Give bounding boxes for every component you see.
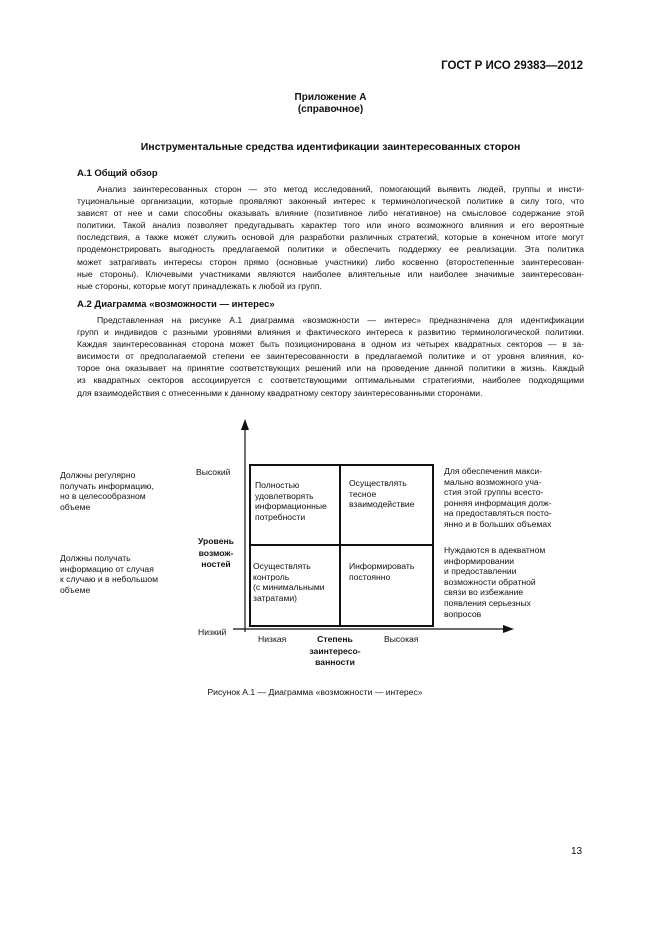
- note-line: вопросов: [444, 608, 482, 619]
- text-line: групп и индивидов с разными уровнями влияния и фактического интереса к развитию терминологической политики.: [77, 327, 584, 338]
- y-axis-high-label: Высокий: [196, 467, 231, 477]
- left-note-high: [60, 470, 190, 512]
- axis-title-line: заинтересо-: [309, 645, 361, 656]
- axis-title-line: Степень: [317, 634, 353, 644]
- section-a1-heading: А.1 Общий обзор: [77, 168, 158, 179]
- note-line: на предоставляться посто-: [444, 508, 552, 519]
- text-line: для взаимодействия с отнесенными к данному квадратному сектору заинтересованными сторонами.: [77, 387, 483, 398]
- figure-caption: Рисунок А.1 — Диаграмма «возможности — интерес»: [207, 687, 423, 697]
- text-line: политики. Такой анализ позволяет предугадывать характер того или иного возможного влияния и его вероятные: [77, 220, 584, 231]
- note-line: появления серьезных: [444, 597, 531, 608]
- text-line: из квадратных секторов ассоциируется с соответствующими оптимальными стратегиями, наиболее подходящими: [77, 375, 584, 386]
- cell-line: Осуществлять: [349, 478, 407, 488]
- note-line: но в целесообразном: [60, 491, 146, 502]
- note-line: возможности обратной: [444, 576, 536, 587]
- text-line: туциональные организации, которые проявляют законный интерес к терминологической политике в силу того, что: [77, 196, 584, 207]
- cell-line: постоянно: [349, 571, 391, 582]
- axis-title-line: ванности: [315, 657, 355, 667]
- cell-line: контроль: [253, 571, 290, 582]
- y-axis-arrow: [241, 419, 249, 430]
- text-line: Каждая заинтересованная сторона может быть позиционирована в одном из четырех квадратных секторов — в за-: [77, 339, 584, 350]
- right-note-low: [444, 545, 584, 619]
- appendix-title: Приложение А: [294, 92, 367, 103]
- cell-low-power-high-interest: [349, 561, 414, 582]
- note-line: объеме: [60, 584, 91, 595]
- note-line: к случаю и в небольшом: [60, 574, 159, 585]
- y-axis-title: [190, 536, 242, 571]
- text-line: Анализ заинтересованных сторон — это метод исследований, помогающий выявить людей, группы и инсти-: [97, 184, 584, 194]
- cell-line: (с минимальными: [253, 582, 325, 593]
- cell-line: удовлетворять: [255, 490, 314, 501]
- axis-title-line: возмож-: [198, 547, 234, 558]
- cell-low-power-low-interest: [253, 561, 325, 603]
- text-line: может затрагивать интересы сторон прямо (основные участники) либо косвенно (второстепенные заинтересован-: [77, 256, 584, 267]
- appendix-subtitle: (справочное): [297, 104, 364, 115]
- text-line: последствия, а также может служить основой для разработки различных стратегий, которые в конечном итоге могут: [77, 232, 584, 243]
- cell-line: Полностью: [255, 480, 300, 490]
- main-title: Инструментальные средства идентификации заинтересованных сторон: [140, 141, 521, 153]
- note-line: связи во избежание: [444, 587, 524, 598]
- x-axis-low-label: Низкая: [258, 634, 287, 644]
- text-line: торое она оказывает на принятие соответствующих решений или на проведение данной политики в жизнь. Каждый: [77, 363, 584, 374]
- note-line: информацию от случая: [60, 563, 154, 574]
- text-line: зависят от нее и сами способны оказывать влияние (позитивное либо негативное) на смысловое содержание этой: [77, 208, 584, 219]
- note-line: Для обеспечения макси-: [444, 466, 543, 476]
- text-line: ные стороны, которые могут принадлежать к любой из групп.: [77, 280, 322, 291]
- text-line: ные стороны). Ключевыми участниками являются наиболее влиятельные или наиболее значимые заинтересован-: [77, 268, 584, 279]
- note-line: ронняя информация долж-: [444, 497, 552, 508]
- cell-line: потребности: [255, 511, 306, 522]
- cell-line: информационные: [255, 501, 327, 512]
- cell-line: Осуществлять: [253, 561, 311, 571]
- right-note-high: [444, 466, 584, 530]
- text-line: Представленная на рисунке А.1 диаграмма «возможности — интерес» предназначена для идентификации: [97, 315, 584, 325]
- text-line: висимости от предполагаемой степени ее заинтересованности в предлагаемой политике и от уровня влияния, ко-: [77, 351, 584, 362]
- left-note-low: [60, 553, 190, 595]
- cell-line: взаимодействие: [349, 499, 415, 510]
- cell-line: тесное: [349, 488, 377, 499]
- cell-line: затратами): [253, 592, 298, 603]
- x-axis-arrow: [503, 625, 514, 633]
- x-axis-title: [298, 634, 372, 669]
- note-line: получать информацию,: [60, 480, 154, 491]
- note-line: и предоставлении: [444, 566, 517, 577]
- note-line: мально возможного уча-: [444, 476, 542, 487]
- cell-line: Информировать: [349, 561, 415, 571]
- axis-title-line: ностей: [201, 559, 231, 569]
- page-number: 13: [571, 846, 583, 857]
- cell-high-power-high-interest: [349, 478, 414, 510]
- note-line: информировании: [444, 555, 515, 566]
- y-axis-low-label: Низкий: [198, 627, 227, 637]
- x-axis-high-label: Высокая: [384, 634, 419, 644]
- axis-title-line: Уровень: [198, 536, 234, 546]
- note-line: объеме: [60, 501, 91, 512]
- note-line: Должны регулярно: [60, 470, 136, 480]
- note-line: стия этой группы всесто-: [444, 487, 544, 498]
- standard-header: ГОСТ Р ИСО 29383—2012: [441, 60, 583, 72]
- text-line: продемонстрировать выгодность предлагаемой политики и обеспечить поддержку ее реализации. Эта политика: [77, 244, 584, 255]
- cell-high-power-low-interest: [255, 480, 327, 522]
- note-line: Нуждаются в адекватном: [444, 545, 546, 555]
- note-line: янно и в больших объемах: [444, 518, 552, 529]
- section-a2-heading: А.2 Диаграмма «возможности — интерес»: [77, 299, 275, 310]
- note-line: Должны получать: [60, 553, 131, 563]
